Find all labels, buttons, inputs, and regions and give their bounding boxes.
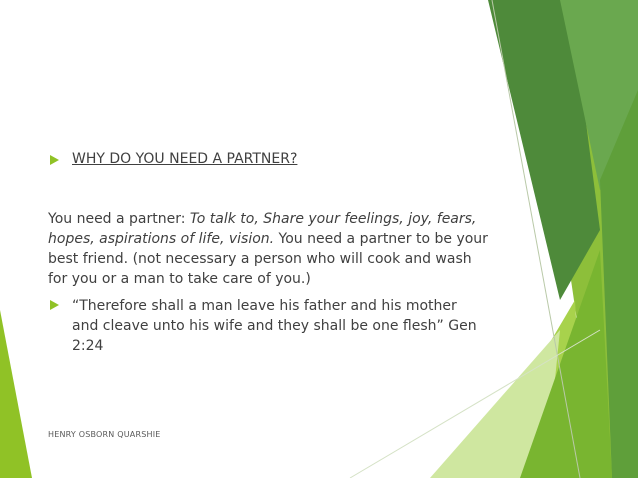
paragraph-emphasis: To talk to, Share your feelings, joy, fears, hopes, aspirations of life, vision. <box>48 211 477 247</box>
paragraph-rest: You need a partner to be your best friend. (not necessary a person who will cook and wash for you or a man to take care of you.) <box>48 231 488 287</box>
bullet-arrow-icon <box>50 155 59 165</box>
left-facet <box>0 310 32 478</box>
scripture-quote: “Therefore shall a man leave his father and his mother and cleave unto his wife and they shall be one flesh” Gen 2:24 <box>72 298 477 354</box>
bullet-arrow-icon <box>50 300 59 310</box>
section-heading: WHY DO YOU NEED A PARTNER? <box>72 151 298 167</box>
footer-author: HENRY OSBORN QUARSHIE <box>48 430 161 439</box>
body-paragraph <box>48 209 488 289</box>
paragraph-lead: You need a partner: <box>48 211 190 227</box>
